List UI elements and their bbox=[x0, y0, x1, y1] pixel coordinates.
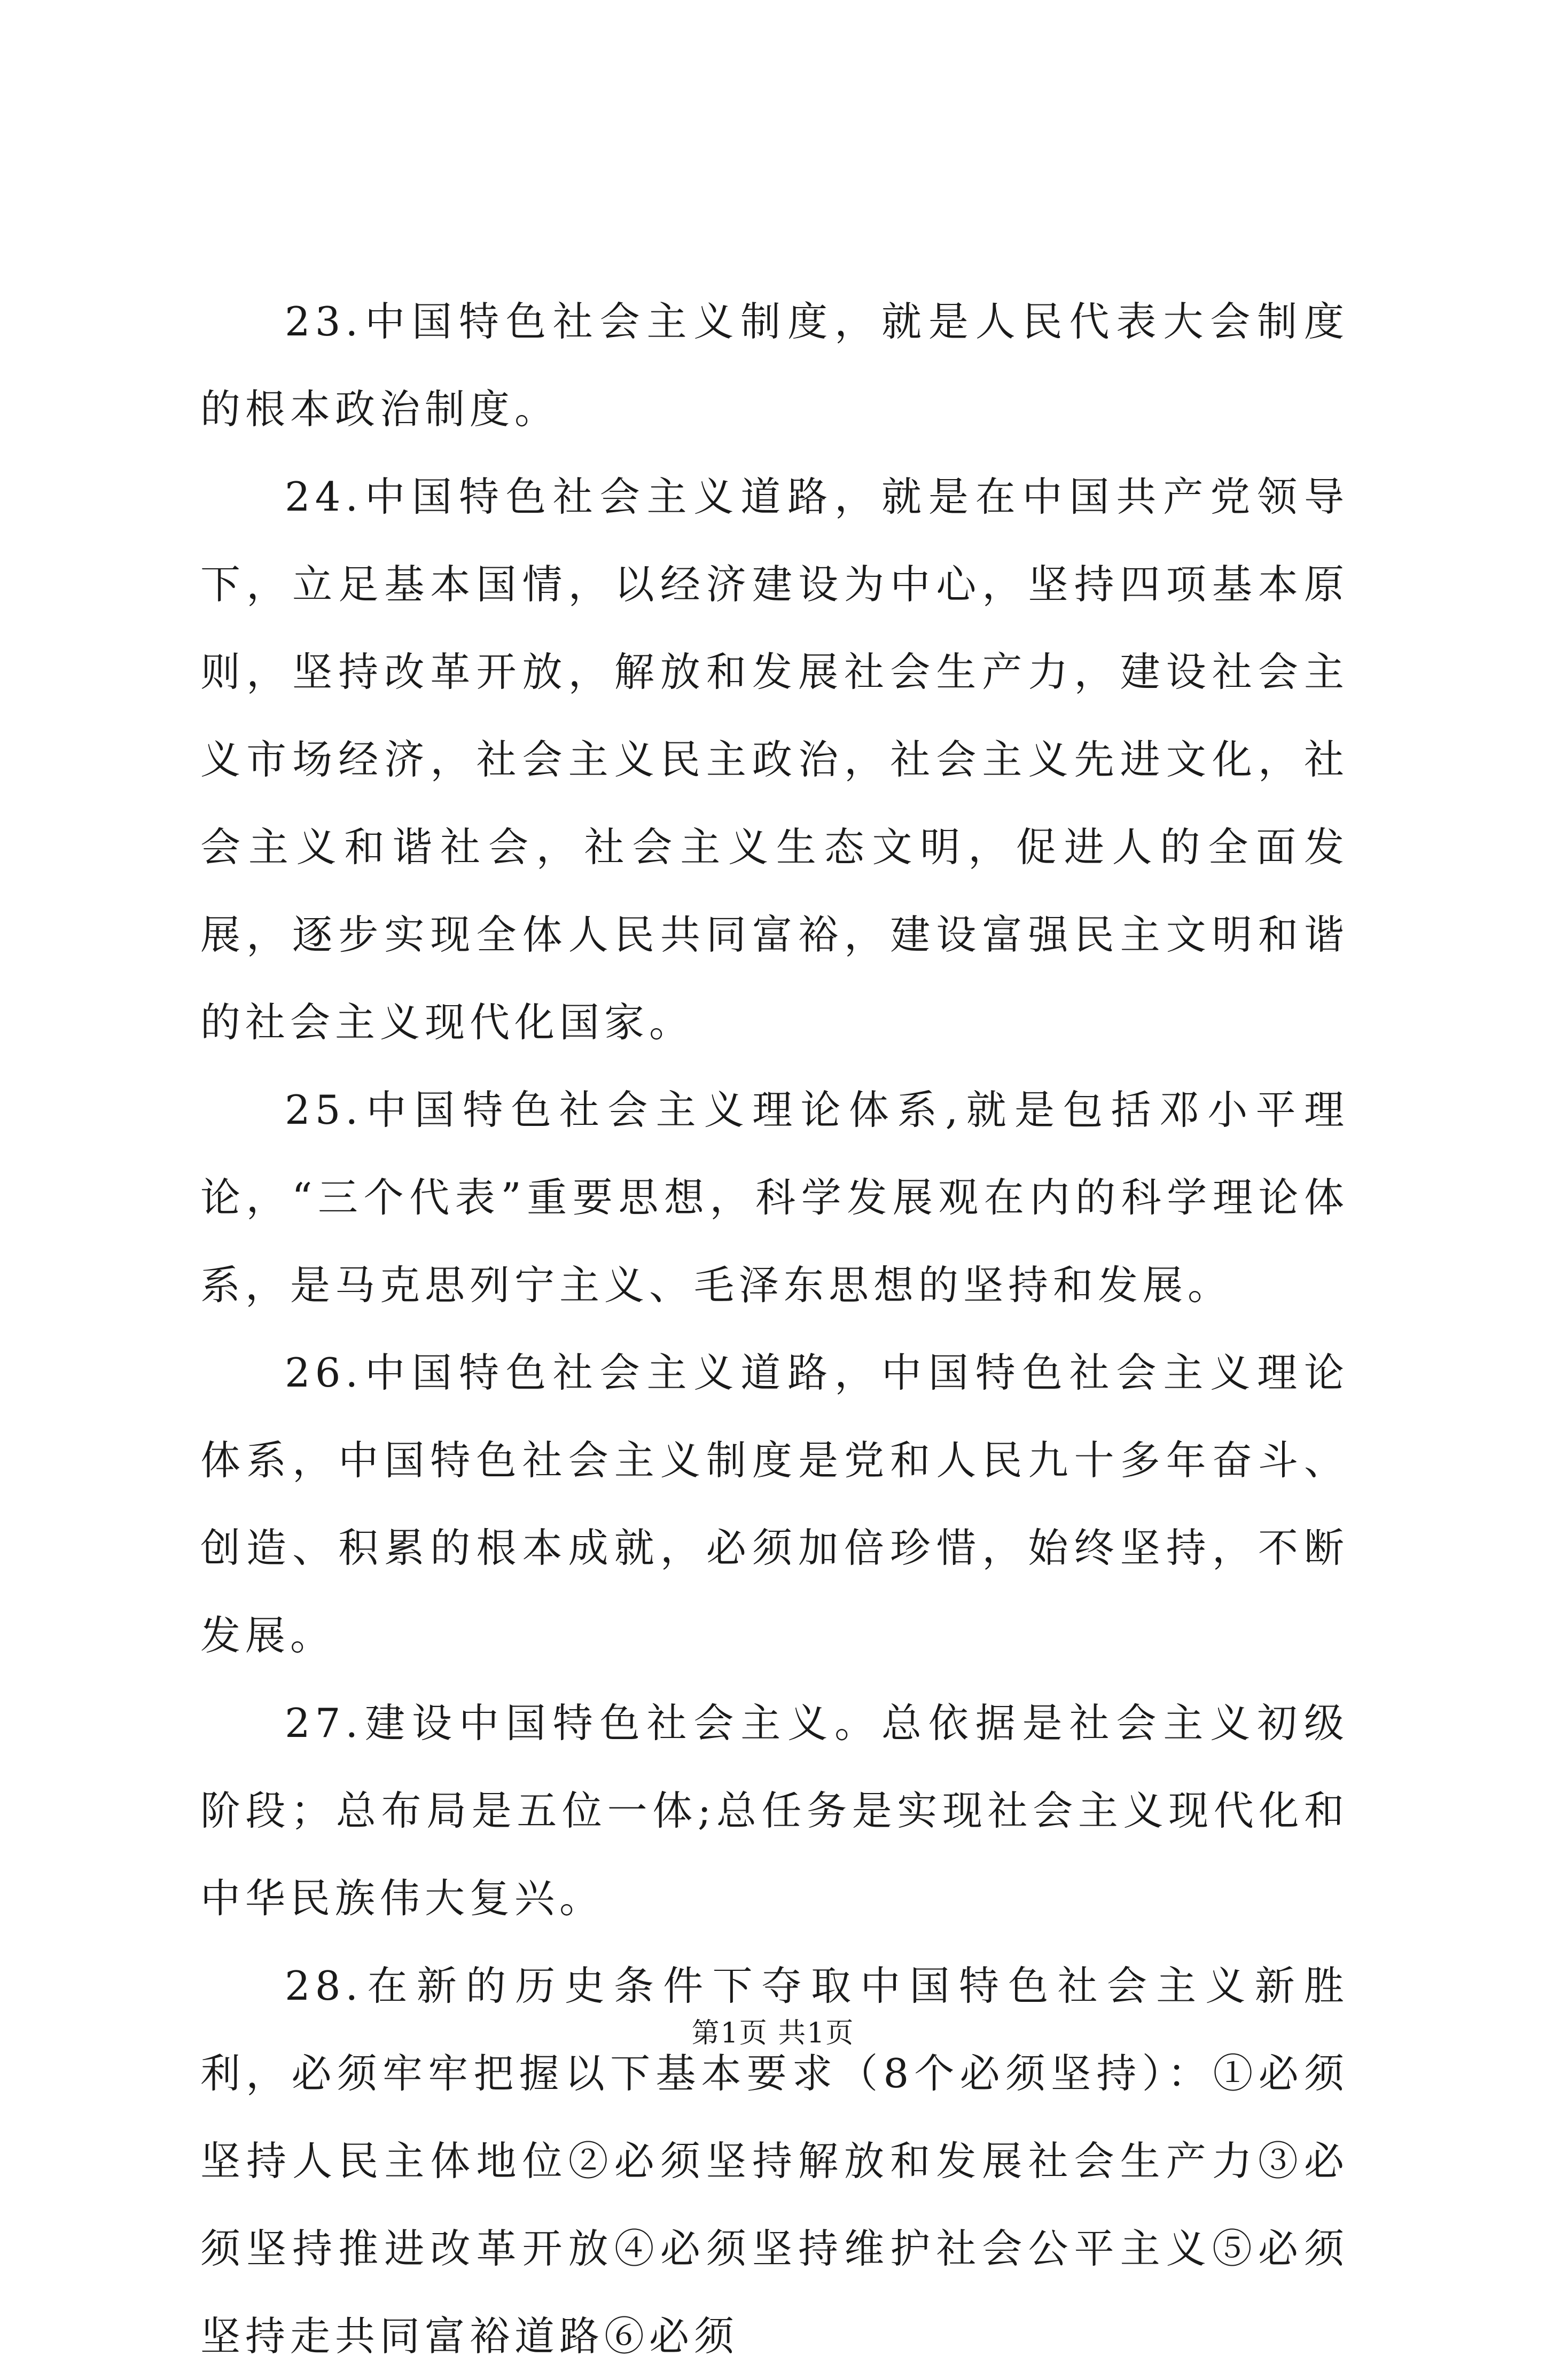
page-number-indicator: 第1页 共1页 bbox=[691, 2017, 855, 2049]
document-body bbox=[200, 278, 1349, 2380]
paragraph-26: 26.中国特色社会主义道路，中国特色社会主义理论体系，中国特色社会主义制度是党和人民九十多年奋斗、创造、积累的根本成就，必须加倍珍惜，始终坚持，不断发展。 bbox=[200, 1349, 1349, 1659]
paragraph-25: 25.中国特色社会主义理论体系,就是包括邓小平理论，“三个代表”重要思想，科学发展观在内的科学理论体系，是马克思列宁主义、毛泽东思想的坚持和发展。 bbox=[200, 1086, 1349, 1309]
page-footer bbox=[0, 2016, 1546, 2050]
paragraph-28: 28.在新的历史条件下夺取中国特色社会主义新胜利，必须牢牢把握以下基本要求（8个必须坚持）：①必须坚持人民主体地位②必须坚持解放和发展社会生产力③必须坚持推进改革开放④必须坚持维护社会公平主义⑤必须坚持走共同富裕道路⑥必须 bbox=[200, 1962, 1349, 2360]
paragraph-27: 27.建设中国特色社会主义。总依据是社会主义初级阶段；总布局是五位一体;总任务是实现社会主义现代化和中华民族伟大复兴。 bbox=[200, 1700, 1349, 1922]
paragraph-24: 24.中国特色社会主义道路，就是在中国共产党领导下，立足基本国情，以经济建设为中心，坚持四项基本原则，坚持改革开放，解放和发展社会生产力，建设社会主义市场经济，社会主义民主政治，社会主义先进文化，社会主义和谐社会，社会主义生态文明，促进人的全面发展，逐步实现全体人民共同富裕，建设富强民主文明和谐的社会主义现代化国家。 bbox=[200, 473, 1349, 1046]
paragraph-23: 23.中国特色社会主义制度，就是人民代表大会制度的根本政治制度。 bbox=[200, 298, 1349, 433]
